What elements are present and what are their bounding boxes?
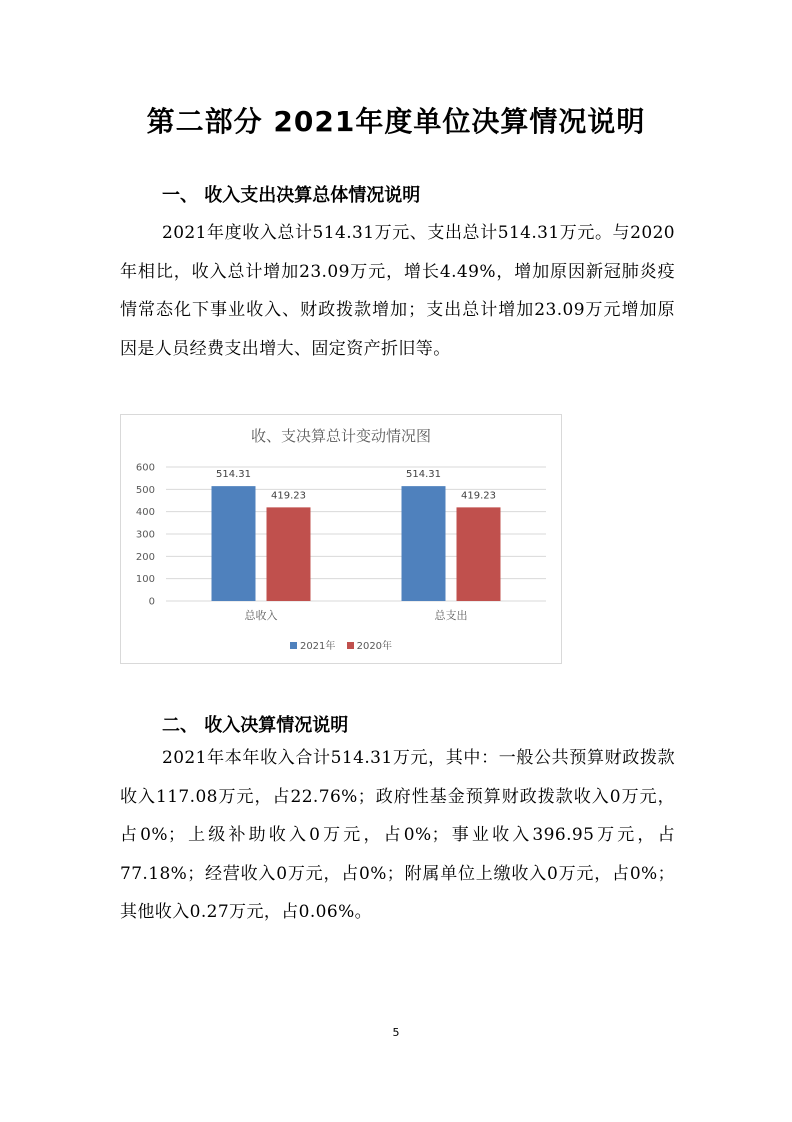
data-label: 419.23 <box>461 490 496 502</box>
y-tick-label: 200 <box>135 551 155 563</box>
data-label: 514.31 <box>406 469 441 481</box>
legend-label: 2021年 <box>299 641 336 652</box>
legend-swatch <box>347 642 354 649</box>
data-label: 514.31 <box>216 469 251 481</box>
section-heading-2: 二、 收入决算情况说明 <box>162 715 349 736</box>
y-tick-label: 100 <box>135 574 155 586</box>
y-tick-label: 0 <box>148 596 155 608</box>
chart-legend <box>121 637 561 652</box>
bar <box>402 486 446 601</box>
legend-swatch <box>290 642 297 649</box>
section-heading-1: 一、 收入支出决算总体情况说明 <box>162 185 421 206</box>
page-number: 5 <box>392 1026 400 1039</box>
legend-label: 2020年 <box>356 641 393 652</box>
y-tick-label: 500 <box>135 484 155 496</box>
y-tick-label: 400 <box>135 507 155 519</box>
bar <box>457 507 501 601</box>
y-tick-label: 600 <box>135 462 155 474</box>
bar <box>267 507 311 601</box>
chart-title: 收、支决算总计变动情况图 <box>250 427 431 445</box>
section-paragraph-1: 2021年度收入总计514.31万元、支出总计514.31万元。与2020年相比，收入总计增加23.09万元，增长4.49%，增加原因新冠肺炎疫情常态化下事业收入、财政拨款增加；支出总计增加23.09万元增加原因是人员经费支出增大、固定资产折旧等。 <box>120 223 675 359</box>
bar <box>212 486 256 601</box>
legend-item-2020 <box>347 637 392 652</box>
x-category-label: 总收入 <box>244 609 278 622</box>
x-category-label: 总支出 <box>434 609 468 622</box>
bar-chart <box>120 414 562 664</box>
data-label: 419.23 <box>271 490 306 502</box>
section-paragraph-2: 2021年本年收入合计514.31万元，其中：一般公共预算财政拨款收入117.08万元，占22.76%；政府性基金预算财政拨款收入0万元，占0%；上级补助收入0万元，占0%；事业收入396.95万元，占77.18%；经营收入0万元，占0%；附属单位上缴收入0万元，占0%；其他收入0.27万元，占0.06%。 <box>120 748 675 922</box>
chart-plot <box>121 415 561 663</box>
y-tick-label: 300 <box>135 529 155 541</box>
page-title: 第二部分 2021年度单位决算情况说明 <box>146 105 646 138</box>
legend-item-2021 <box>290 637 335 652</box>
